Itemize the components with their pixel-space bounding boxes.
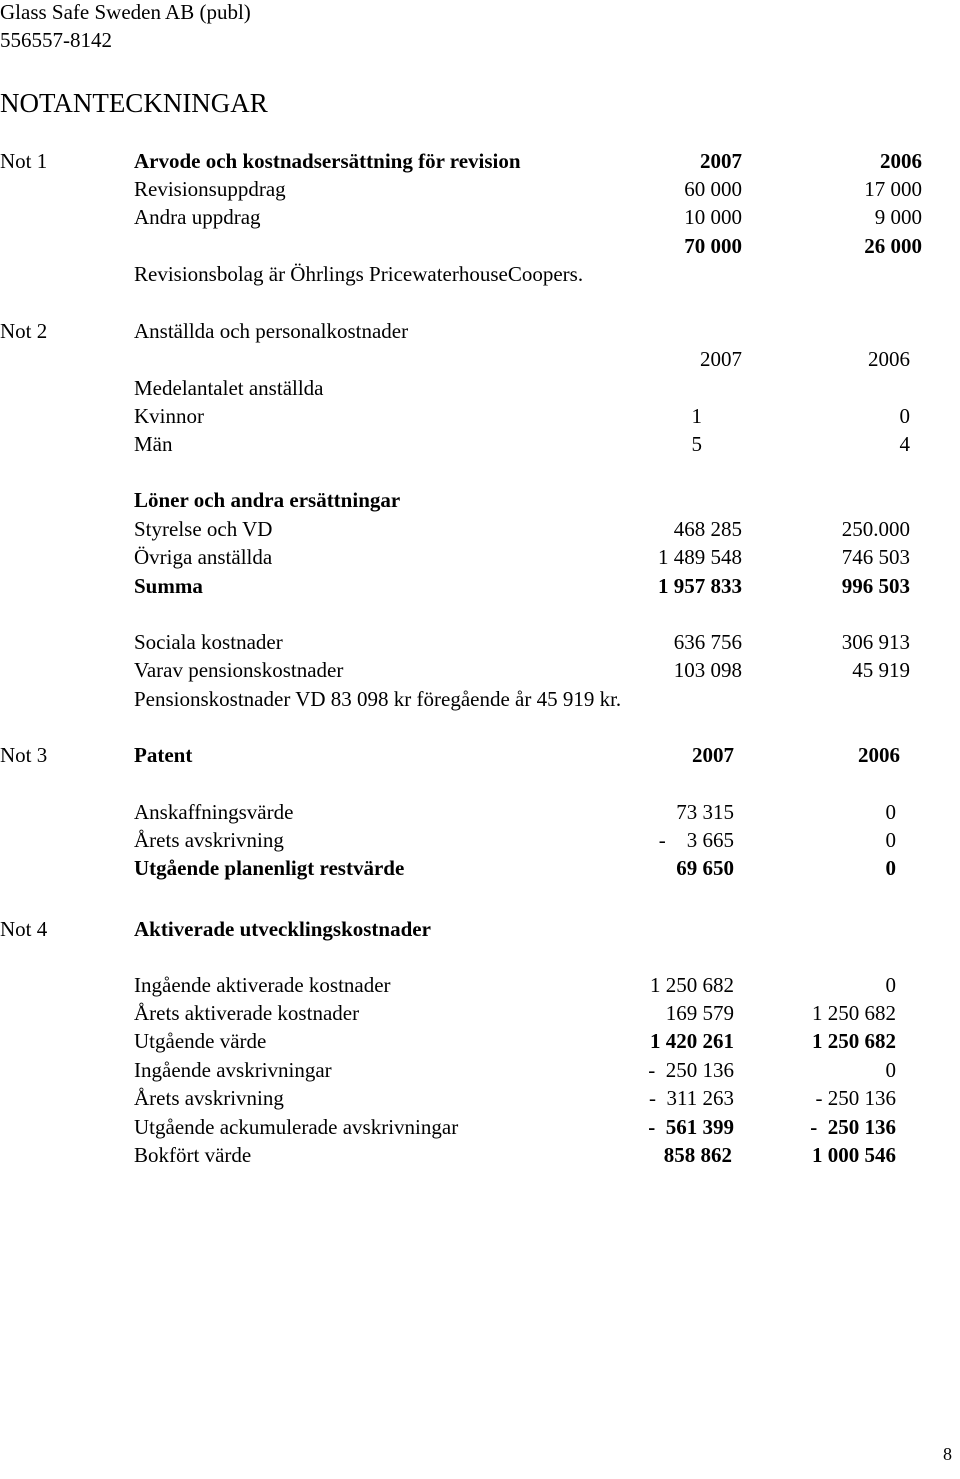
note-2-row-value: 5	[691, 432, 702, 456]
note-3-row-value: - 3 665	[658, 828, 734, 852]
note-3-total-value: 69 650	[676, 856, 734, 880]
note-3-row-value: 0	[885, 800, 896, 824]
note-2-row-label: Styrelse och VD	[134, 517, 273, 541]
note-2-row-value: 250.000	[841, 517, 910, 541]
note-4-row-value: - 250 136	[815, 1086, 896, 1110]
note-1-total: 70 000	[684, 234, 742, 258]
note-4-row-value: 858 862	[663, 1143, 732, 1167]
note-1-row-label: Andra uppdrag	[134, 205, 261, 229]
note-2-sum-value: 996 503	[841, 574, 910, 598]
note-2-year-2006: 2006	[868, 347, 910, 371]
note-1-year-2006: 2006	[880, 149, 922, 173]
note-3-year-2007: 2007	[692, 743, 734, 767]
note-2-sum-value: 1 957 833	[658, 574, 742, 598]
note-2-row-label: Varav pensionskostnader	[134, 658, 344, 682]
note-4-row-label: Ingående avskrivningar	[134, 1058, 332, 1082]
note-3-label: Not 3	[0, 743, 48, 767]
note-4-row-label: Årets avskrivning	[134, 1086, 284, 1110]
note-4-row-label: Ingående aktiverade kostnader	[134, 973, 391, 997]
org-number: 556557-8142	[0, 28, 112, 52]
note-4-label: Not 4	[0, 917, 48, 941]
note-2-row-label: Sociala kostnader	[134, 630, 283, 654]
note-1-auditor-text: Revisionsbolag är Öhrlings PricewaterhouseCoopers.	[134, 262, 584, 286]
note-4-row-value: 1 250 682	[812, 1029, 896, 1053]
note-2-row-value: 45 919	[852, 658, 910, 682]
note-2-row-value: 468 285	[673, 517, 742, 541]
note-2-row-label: Kvinnor	[134, 404, 204, 428]
note-3-row-label: Anskaffningsvärde	[134, 800, 294, 824]
note-1-row-value: 60 000	[684, 177, 742, 201]
note-4-row-value: 1 250 682	[812, 1001, 896, 1025]
page-title: NOTANTECKNINGAR	[0, 88, 268, 118]
note-1-heading: Arvode och kostnadsersättning för revision	[134, 149, 521, 173]
note-4-heading: Aktiverade utvecklingskostnader	[134, 917, 431, 941]
note-4-row-value: 0	[885, 1058, 896, 1082]
page-number: 8	[943, 1444, 952, 1464]
note-2-employees-heading: Medelantalet anställda	[134, 376, 324, 400]
note-4-row-value: 1 000 546	[812, 1143, 896, 1167]
note-2-salaries-heading: Löner och andra ersättningar	[134, 488, 401, 512]
note-3-row-value: 0	[885, 828, 896, 852]
note-3-total-label: Utgående planenligt restvärde	[134, 856, 405, 880]
note-2-row-value: 306 913	[841, 630, 910, 654]
note-3-heading: Patent	[134, 743, 193, 767]
note-2-row-value: 1 489 548	[658, 545, 742, 569]
note-2-sum-label: Summa	[134, 574, 203, 598]
note-3-row-value: 73 315	[676, 800, 734, 824]
note-1-label: Not 1	[0, 149, 48, 173]
note-3-row-label: Årets avskrivning	[134, 828, 284, 852]
note-2-row-value: 746 503	[841, 545, 910, 569]
note-4-row-value: - 561 399	[648, 1115, 734, 1139]
note-4-row-value: - 250 136	[810, 1115, 896, 1139]
note-3-year-2006: 2006	[858, 743, 900, 767]
note-2-row-value: 636 756	[673, 630, 742, 654]
note-4-row-label: Bokfört värde	[134, 1143, 252, 1167]
note-1-row-value: 17 000	[864, 177, 922, 201]
note-4-row-label: Utgående värde	[134, 1029, 267, 1053]
company-name: Glass Safe Sweden AB (publ)	[0, 0, 251, 24]
note-2-row-value: 0	[899, 404, 910, 428]
note-4-row-label: Utgående ackumulerade avskrivningar	[134, 1115, 459, 1139]
note-4-row-value: 169 579	[665, 1001, 734, 1025]
note-2-pension-text: Pensionskostnader VD 83 098 kr föregående år 45 919 kr.	[134, 687, 622, 711]
note-2-row-label: Män	[134, 432, 173, 456]
note-3-total-value: 0	[885, 856, 896, 880]
note-1-row-value: 9 000	[874, 205, 922, 229]
note-2-row-value: 1	[691, 404, 702, 428]
note-4-row-value: 1 420 261	[650, 1029, 734, 1053]
note-4-row-label: Årets aktiverade kostnader	[134, 1001, 360, 1025]
note-1-year-2007: 2007	[700, 149, 742, 173]
note-2-year-2007: 2007	[700, 347, 742, 371]
note-4-row-value: 1 250 682	[650, 973, 734, 997]
note-2-row-label: Övriga anställda	[134, 545, 273, 569]
note-1-row-value: 10 000	[684, 205, 742, 229]
note-4-row-value: - 250 136	[648, 1058, 734, 1082]
note-2-heading: Anställda och personalkostnader	[134, 319, 409, 343]
note-4-row-value: - 311 263	[649, 1086, 734, 1110]
note-2-row-value: 4	[899, 432, 910, 456]
note-4-row-value: 0	[885, 973, 896, 997]
note-1-total: 26 000	[864, 234, 922, 258]
note-1-row-label: Revisionsuppdrag	[134, 177, 286, 201]
note-2-row-value: 103 098	[673, 658, 742, 682]
note-2-label: Not 2	[0, 319, 48, 343]
